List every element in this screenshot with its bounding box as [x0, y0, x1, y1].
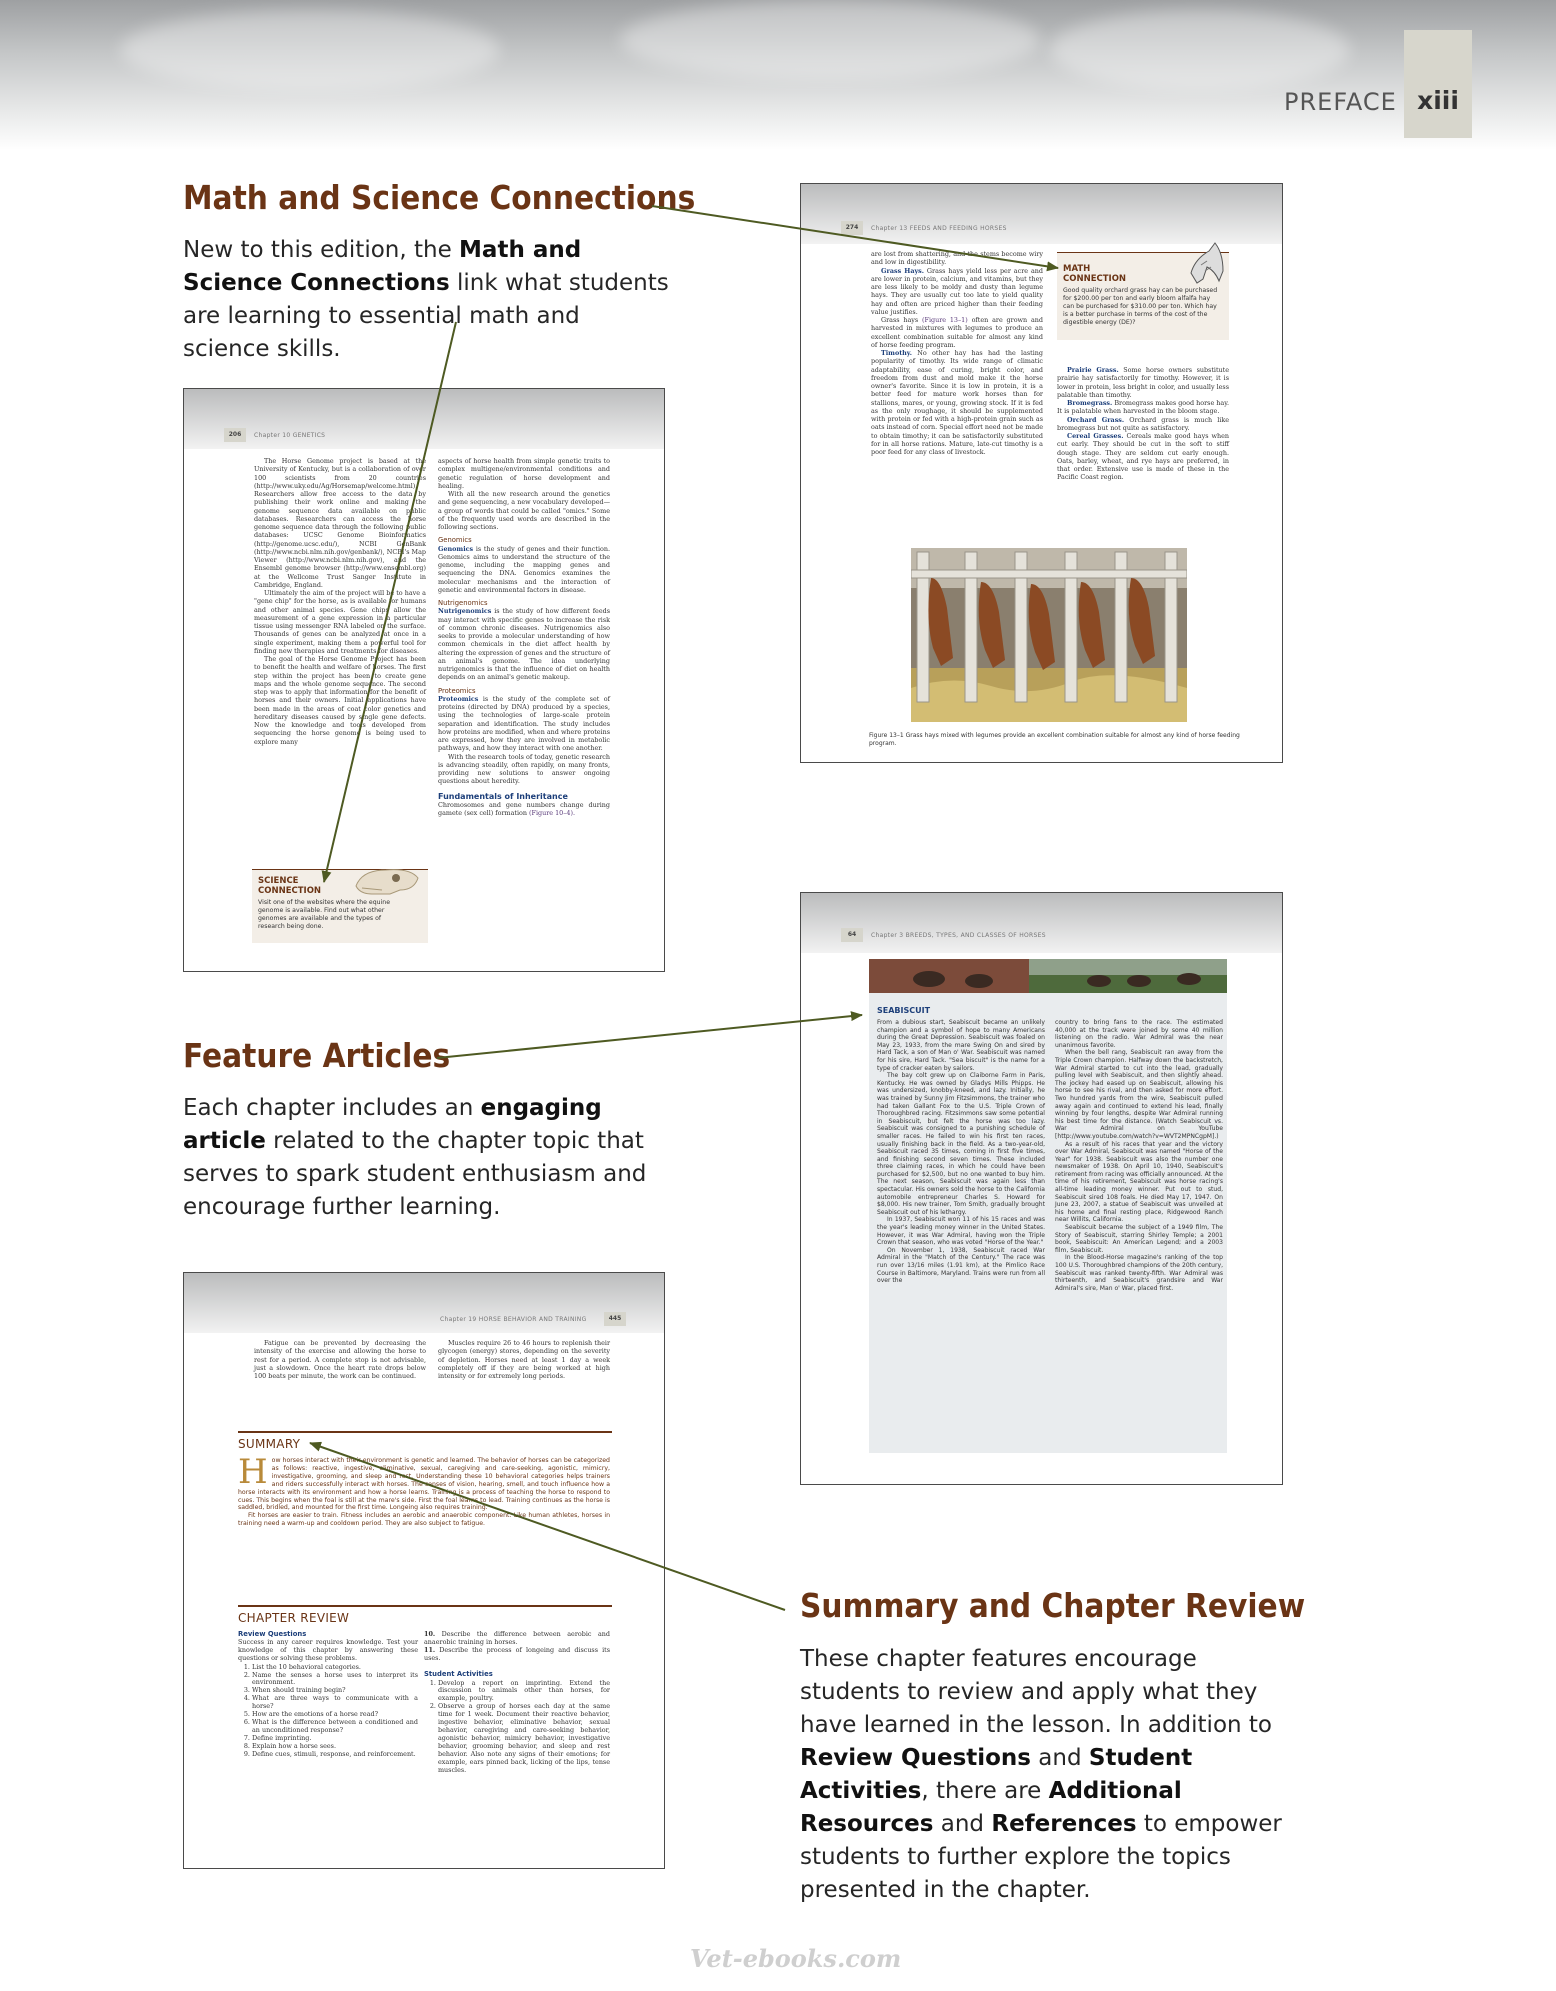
feature-title-math-science: Math and Science Connections — [183, 178, 696, 217]
feature-body-segment: Student Activities — [800, 1745, 1193, 1804]
feature-body-segment: References — [991, 1811, 1137, 1837]
arrow-to-math-connection — [652, 206, 1058, 268]
feature-body-segment: New to this edition, the — [183, 237, 460, 263]
feature-body-segment: Each chapter includes an — [183, 1095, 481, 1121]
review-questions: Review Questions Success in any career requires knowledge. Test your knowledge of this chapter by answering these questions or solving these problems. 1. List the 10 behavioral categories. 2. Name the senses a horse uses to interpret its environment. 3. When should training begin? 4. What are three ways to communicate with a horse? 5. How are the emotions of a horse read? 6. What is the difference between a conditioned and an unconditioned response? 7. Define imprinting. 8. Explain how a horse sees. 9. Define cues, stimuli, response, and reinforcement. — [238, 1631, 418, 1759]
thumb-page-number: 206 — [224, 428, 246, 442]
thumb-running-head: Chapter 10 GENETICS — [254, 432, 326, 439]
article-right-column: country to bring fans to the race. The estimated 40,000 at the track were joined by some 40 million listening on the radio. War Admiral was the near unanimous favorite. When the bell rang, Seabiscuit ran away from the Triple Crown champion. Halfway down the backstretch, War Admiral started to cut into the lead, gradually pulling level with Seabiscuit, and then slightly ahead. The jockey had eased up on Seabiscuit, allowing his horse to see his rival, and then asked for more effort. Two hundred yards from the wire, Seabiscuit pulled away again and continued to extend his lead, finally winning by four lengths, despite War Admiral running his best time for the distance. (Watch Seabiscuit vs. War Admiral on YouTube [http://www.youtube.com/watch?v=WVT2MPNCgpM].) As a result of his races that year and the victory over War Admiral, Seabiscuit was named "Horse of the Year" for 1938. Seabiscuit was also the number one newsmaker of 1938. On April 10, 1940, Seabiscuit's retirement from racing was officially announced. At the time of his retirement, Seabiscuit was horse racing's all-time leading money winner. Put out to stud, Seabiscuit sired 108 foals. He died May 17, 1947. On June 23, 2007, a statue of Seabiscuit was unveiled at his home and final resting place, Ridgewood Ranch near Willits, California. Seabiscuit became the subject of a 1949 film, The Story of Seabiscuit, starring Shirley Temple; a 2001 book, Seabiscuit: An American Legend; and a 2003 film, Seabiscuit. In the Blood-Horse magazine's ranking of the top 100 U.S. Thoroughbred champions of the 20th century, Seabiscuit was ranked twenty-fifth. War Admiral was thirteenth, and Seabiscuit's grandsire and War Admiral's sire, Man o' War, placed first. — [1055, 1019, 1223, 1292]
thumb-page-number: 445 — [604, 1312, 626, 1326]
review-more-and-activities: 10. Describe the difference between aerobic and anaerobic training in horses. 11. Describe the process of longeing and discuss its uses. Student Activities 1. Develop a report on imprinting. Extend the discussion to animals other than horses, for example, poultry. 2. Observe a group of horses each day at the same time for 1 week. Document their reactive behavior, ingestive behavior, eliminative behavior, sexual behavior, caregiving and care-seeking behavior, agonistic behavior, mimicry behavior, investigative behavior, grooming behavior, and sleep and rest behavior. Also note any signs of their emotions; for example, ears pinned back, licking of the lips, tense muscles. — [424, 1631, 610, 1774]
feature-body-segment: , there are — [921, 1778, 1049, 1804]
feature-body-segment: Review Questions — [800, 1745, 1031, 1771]
thumb-page-number: 274 — [841, 221, 863, 235]
thumb-page-number: 64 — [841, 928, 863, 942]
feature-body-segment: to empower students to further explore the topics presented in the chapter. — [800, 1811, 1282, 1903]
thumb-right-column: Prairie Grass. Some horse owners substitute prairie hay satisfactorily for timothy. However, it is lower in protein, less bright in color, and usually less palatable than timothy. Bromegrass. Bromegrass makes good horse hay. It is palatable when harvested in the bloom stage. Orchard Grass. Orchard grass is much like bromegrass but not quite as satisfactory. Cereal Grasses. Cereals make good hays when cut early. They should be cut in the soft to stiff dough stage. They are seldom cut early enough. Oats, barley, wheat, and rye hays are preferred, in that order. Extensive use is made of these in the Pacific Coast region. — [1057, 366, 1230, 482]
chapter-review-heading: CHAPTER REVIEW — [238, 1611, 350, 1625]
summary-heading: SUMMARY — [238, 1437, 301, 1451]
thumb-top-right: Muscles require 26 to 46 hours to replenish their glycogen (energy) stores, depending on the severity of depletion. Horses need at least 1 day a week completely off if they are being worked at high intensity or for extremely long periods. — [438, 1339, 610, 1380]
feature-title-feature-articles: Feature Articles — [183, 1036, 451, 1075]
thumb-running-head: Chapter 3 BREEDS, TYPES, AND CLASSES OF HORSES — [871, 932, 1046, 939]
watermark: Vet-ebooks.com — [690, 1944, 902, 1973]
feature-body-segment: engaging article — [183, 1095, 602, 1154]
feature-body-segment: related to the chapter topic that serves to spark student enthusiasm and encourage further learning. — [183, 1128, 647, 1220]
thumb-left-column: are lost from shattering, and the stems become wiry and low in digestibility. Grass Hays. Grass hays yield less per acre and are lower in protein, calcium, and vitamins, but they are less likely to be moldy and dusty than legume hays. They are usually cut too late to yield quality hay and often are priced higher than their feeding value justifies. Grass hays (Figure 13–1) often are grown and harvested in mixtures with legumes to produce an excellent combination suitable for almost any kind of horse feeding program. Timothy. No other hay has had the lasting popularity of timothy. Its wide range of climatic adaptability, ease of curing, bright color, and freedom from dust and mold make it the horse owner's favorite. Since it is low in protein, it is a better feed for mature work horses than for stallions, mares, or young, growing stock. If it is fed as the only roughage, it should be supplemented with protein or fed with a high-protein grain such as oats instead of corn. Special effort need not be made to obtain timothy; it can be satisfactorily substituted for in all horse rations. Mature, late-cut timothy is a poor feed for any class of livestock. — [871, 250, 1043, 456]
math-connection-callout: MATH CONNECTION Good quality orchard grass hay can be purchased for $200.00 per ton and early bloom alfalfa hay can be purchased for $310.00 per ton. Which hay is a better purchase in terms of the cost of the digestible energy (DE)? — [1057, 252, 1229, 340]
thumb-right-column: aspects of horse health from simple genetic traits to complex multigene/environmental conditions and genetic regulation of horse development and healing. With all the new research around the genetics and gene sequencing, a new vocabulary developed—a group of words that could be called "omics." Some of the frequently used words are described in the following sections. Genomics Genomics is the study of genes and their function. Genomics aims to understand the structure of the genome, including the mapping genes and sequencing the DNA. Genomics examines the molecular mechanisms and the interaction of genetic and environmental factors in disease. Nutrigenomics Nutrigenomics is the study of how different feeds may interact with specific genes to increase the risk of common chronic diseases. Nutrigenomics also seeks to provide a molecular understanding of how common chemicals in the diet affect health by altering the expression of genes and the structure of an animal's genome. The idea underlying nutrigenomics is that the influence of diet on health depends on an animal's genetic makeup. Proteomics Proteomics is the study of the complete set of proteins (directed by DNA) produced by a species, using the technologies of large-scale protein separation and identification. The study includes how proteins are modified, when and where proteins are expressed, how they are involved in metabolic pathways, and how they interact with one another. With the research tools of today, genetic research is advancing steadily, often rapidly, on many fronts, providing new solutions to answer ongoing questions about heredity. Fundamentals of Inheritance Chromosomes and gene numbers change during gamete (sex cell) formation (Figure 10–4). — [438, 457, 610, 817]
figure-caption: Figure 13–1 Grass hays mixed with legumes provide an excellent combination suitable for almost any kind of horse feeding program. — [869, 732, 1240, 747]
thumb-running-head: Chapter 13 FEEDS AND FEEDING HORSES — [871, 225, 1007, 232]
feature-body-segment: Math and Science Connections — [183, 237, 582, 296]
feature-body-segment: and — [933, 1811, 992, 1837]
summary-text: How horses interact with their environment is genetic and learned. The behavior of horses can be categorized as follows: reactive, ingestive, eliminative, sexual, caregiving and care-seeking, agonistic, mimicry, investigative, grooming, and sleep and rest. Understanding these 10 behavioral categories helps trainers and riders successfully interact with horses. The senses of vision, hearing, smell, and touch influence how a horse interacts with its environment and how a horse learns. Training is a process of teaching the horse to respond to cues. This begins when the foal is still at the mare's side. First the foal learns to lead. Training continues as the horse is saddled, bridled, and mounted for the first time. Longeing also requires training. Fit horses are easier to train. Fitness includes an aerobic and anaerobic component. Like human athletes, horses in training need a warm-up and cooldown period. They are also subject to fatigue. — [238, 1452, 610, 1528]
feature-body-segment: Additional Resources — [800, 1778, 1182, 1837]
feature-body-segment: link what students are learning to essential math and science skills. — [183, 270, 669, 362]
page-number: xiii — [1417, 86, 1459, 115]
feature-title-summary-review: Summary and Chapter Review — [800, 1586, 1306, 1625]
thumb-top-left: Fatigue can be prevented by decreasing the intensity of the exercise and allowing the horse to rest for a period. A complete stop is not advisable, just a slowdown. Once the heart rate drops below 100 beats per minute, the work can be continued. — [254, 1339, 426, 1380]
article-left-column: From a dubious start, Seabiscuit became an unlikely champion and a symbol of hope to many Americans during the Great Depression. Seabiscuit was foaled on May 23, 1933, from the mare Swing On and sired by Hard Tack, a son of Man o' War. Seabiscuit was named for his sire, Hard Tack. "Sea biscuit" is the name for a type of cracker eaten by sailors. The bay colt grew up on Claiborne Farm in Paris, Kentucky. He was owned by Gladys Mills Phipps. He was undersized, knobby-kneed, and lazy. Initially, he was trained by Sunny Jim Fitzsimmons, the trainer who had taken Gallant Fox to the U.S. Triple Crown of Thoroughbred racing. Fitzsimmons saw some potential in Seabiscuit, but felt the horse was too lazy. Seabiscuit was consigned to a punishing schedule of smaller races. He failed to win his first ten races, usually finishing back in the field. As a two-year-old, Seabiscuit raced 35 times, coming in first five times, and finishing second seven times. These included three claiming races, in which he could have been purchased for $2,500, but no one wanted to buy him. The next season, Seabiscuit was again less than spectacular. His owners sold the horse to the California automobile entrepreneur Charles S. Howard for $8,000. His new trainer, Tom Smith, gradually brought Seabiscuit out of his lethargy. In 1937, Seabiscuit won 11 of his 15 races and was the year's leading money winner in the United States. However, it was War Admiral, having won the Triple Crown that season, who was voted "Horse of the Year." On November 1, 1938, Seabiscuit raced War Admiral in the "Match of the Century." The race was run over 13/16 miles (1.91 km), at the Pimlico Race Course in Baltimore, Maryland. Trains were run from all over the — [877, 1019, 1045, 1285]
feature-body-segment: and — [1031, 1745, 1089, 1771]
section-label: PREFACE — [1284, 88, 1397, 116]
science-connection-callout: SCIENCE CONNECTION Visit one of the websites where the equine genome is available. Find out what other genomes are available and the types of research being done. — [252, 869, 428, 943]
arrow-to-science-connection — [324, 322, 456, 882]
thumb-running-head: Chapter 19 HORSE BEHAVIOR AND TRAINING — [440, 1316, 587, 1323]
article-title: SEABISCUIT — [877, 1006, 931, 1015]
arrow-to-summary — [310, 1443, 785, 1610]
arrow-to-feature-article — [437, 1015, 862, 1058]
feature-body-segment: These chapter features encourage students to review and apply what they have learned in the lesson. In addition to — [800, 1646, 1272, 1738]
thumb-left-column: The Horse Genome project is based at the University of Kentucky, but is a collaboration of over 100 scientists from 20 countries (http://www.uky.edu/Ag/Horsemap/welcome.html). Researchers allow free access to the data by publishing their work online and making the genome sequence data available on public databases. Researchers can access the horse genome sequence data through the following public databases: UCSC Genome Bioinformatics (http://genome.ucsc.edu/), NCBI GenBank (http://www.ncbi.nlm.nih.gov/genbank/), NCBI's Map Viewer (http://www.ncbi.nlm.nih.gov), and the Ensembl genome browser (http://www.ensembl.org) at the Wellcome Trust Sanger Institute in Cambridge, England. Ultimately the aim of the project will be to have a "gene chip" for the horse, as is available for humans and other animal species. Gene chips allow the measurement of a gene expression in a particular tissue using messenger RNA labeled on the surface. Thousands of genes can be analyzed at once in a single experiment, making them a powerful tool for finding new therapies and treatments for diseases. The goal of the Horse Genome Project has been to benefit the health and welfare of horses. The first step within the project has been to create gene maps and the whole genome sequence. The second step was to apply that information for the benefit of horses and their owners. Initial applications have been made in the areas of coat color genetics and hereditary diseases caused by single gene defects. Now the knowledge and tools developed from sequencing the horse genome is being used to explore many — [254, 457, 426, 746]
